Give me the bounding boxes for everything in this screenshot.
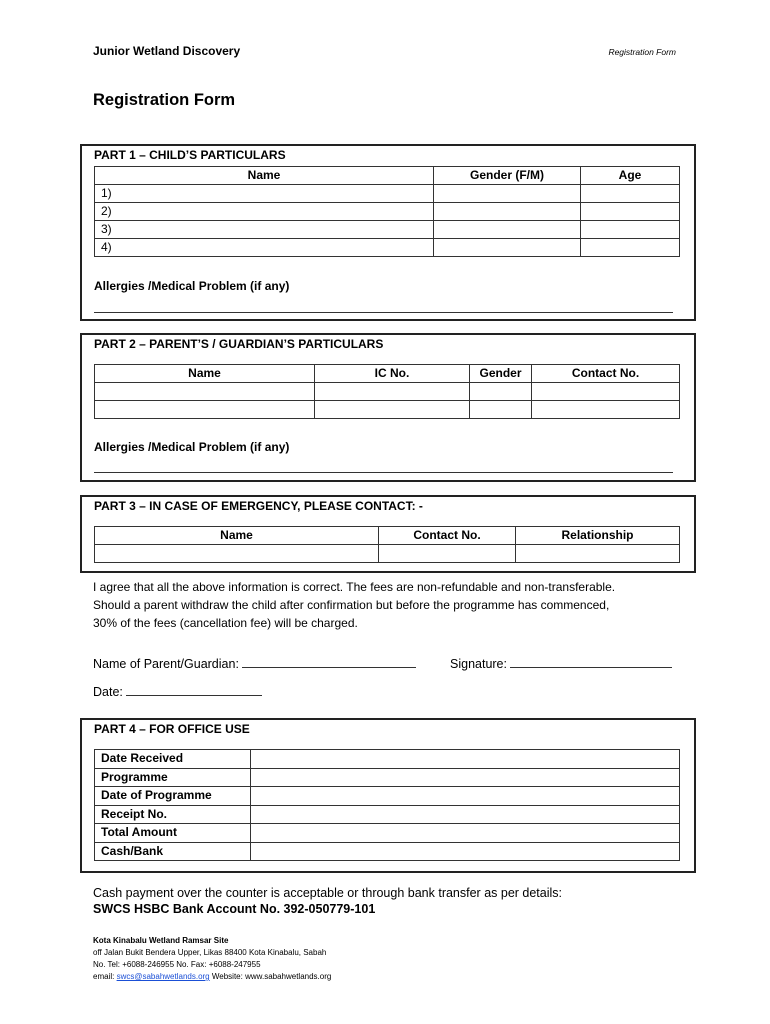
- parent-allergies-line[interactable]: [94, 472, 673, 473]
- table-header-row: [95, 167, 680, 185]
- table-row: [95, 768, 680, 787]
- child-name-cell[interactable]: 4): [95, 239, 434, 257]
- child-name-cell[interactable]: 1): [95, 185, 434, 203]
- child-age-cell[interactable]: [581, 203, 680, 221]
- child-name-cell[interactable]: 3): [95, 221, 434, 239]
- child-allergies-line[interactable]: [94, 312, 673, 313]
- column-header-name: Name: [95, 527, 379, 545]
- part2-title: PART 2 – PARENT’S / GUARDIAN’S PARTICULARS: [94, 337, 384, 351]
- signature-field[interactable]: [510, 654, 672, 668]
- child-age-cell[interactable]: [581, 185, 680, 203]
- emergency-contact-cell[interactable]: [379, 545, 516, 563]
- table-row: [95, 185, 680, 203]
- parent-contact-cell[interactable]: [532, 401, 680, 419]
- footer-contact: [93, 972, 331, 981]
- parent-contact-cell[interactable]: [532, 383, 680, 401]
- signature-label: Signature:: [450, 657, 507, 671]
- page-title: Registration Form: [93, 91, 236, 109]
- office-value-cell[interactable]: [251, 842, 680, 861]
- date-row: [93, 682, 262, 699]
- table-row: [95, 750, 680, 769]
- office-value-cell[interactable]: [251, 787, 680, 806]
- office-value-cell[interactable]: [251, 768, 680, 787]
- office-label: Date Received: [95, 750, 251, 769]
- office-label: Cash/Bank: [95, 842, 251, 861]
- child-gender-cell[interactable]: [434, 239, 581, 257]
- parent-allergies-label: Allergies /Medical Problem (if any): [94, 440, 290, 454]
- part3-title: PART 3 – IN CASE OF EMERGENCY, PLEASE CONTACT: -: [94, 499, 423, 513]
- table-row: [95, 383, 680, 401]
- agreement-text: [93, 578, 683, 632]
- date-field[interactable]: [126, 682, 262, 696]
- table-row: [95, 239, 680, 257]
- parent-name-cell[interactable]: [95, 401, 315, 419]
- parent-gender-cell[interactable]: [470, 401, 532, 419]
- part3-section: [80, 495, 696, 573]
- office-label: Total Amount: [95, 824, 251, 843]
- column-header-name: Name: [95, 365, 315, 383]
- date-label: Date:: [93, 685, 123, 699]
- table-row: [95, 842, 680, 861]
- header-form-label: Registration Form: [608, 47, 676, 57]
- office-value-cell[interactable]: [251, 750, 680, 769]
- payment-info: Cash payment over the counter is acceptable or through bank transfer as per details:: [93, 886, 563, 900]
- agreement-line: I agree that all the above information is correct. The fees are non-refundable and non-transferable.: [93, 580, 616, 594]
- table-row: [95, 787, 680, 806]
- child-name-cell[interactable]: 2): [95, 203, 434, 221]
- column-header-ic: IC No.: [315, 365, 470, 383]
- part4-title: PART 4 – FOR OFFICE USE: [94, 722, 250, 736]
- table-row: [95, 221, 680, 239]
- column-header-relationship: Relationship: [516, 527, 680, 545]
- footer-email-prefix: email:: [93, 972, 115, 981]
- office-label: Receipt No.: [95, 805, 251, 824]
- signature-row: [450, 654, 672, 671]
- table-row: [95, 203, 680, 221]
- part1-section: [80, 144, 696, 321]
- column-header-gender: Gender (F/M): [434, 167, 581, 185]
- child-gender-cell[interactable]: [434, 221, 581, 239]
- parent-table: [94, 364, 680, 419]
- column-header-gender: Gender: [470, 365, 532, 383]
- emergency-name-cell[interactable]: [95, 545, 379, 563]
- office-value-cell[interactable]: [251, 805, 680, 824]
- part4-section: [80, 718, 696, 873]
- footer-phone: No. Tel: +6088-246955 No. Fax: +6088-247955: [93, 960, 261, 969]
- column-header-name: Name: [95, 167, 434, 185]
- child-age-cell[interactable]: [581, 221, 680, 239]
- header-title: Junior Wetland Discovery: [93, 44, 241, 58]
- child-allergies-label: Allergies /Medical Problem (if any): [94, 279, 290, 293]
- child-gender-cell[interactable]: [434, 185, 581, 203]
- footer-website: Website: www.sabahwetlands.org: [211, 972, 332, 981]
- parent-name-cell[interactable]: [95, 383, 315, 401]
- parent-ic-cell[interactable]: [315, 401, 470, 419]
- footer-address: off Jalan Bukit Bendera Upper, Likas 88400 Kota Kinabalu, Sabah: [93, 948, 327, 957]
- footer-org: Kota Kinabalu Wetland Ramsar Site: [93, 936, 229, 945]
- table-row: [95, 545, 680, 563]
- agreement-line: 30% of the fees (cancellation fee) will be charged.: [93, 616, 358, 630]
- office-label: Date of Programme: [95, 787, 251, 806]
- agreement-line: Should a parent withdraw the child after confirmation but before the programme has commenced,: [93, 598, 610, 612]
- table-row: [95, 805, 680, 824]
- column-header-contact: Contact No.: [379, 527, 516, 545]
- office-value-cell[interactable]: [251, 824, 680, 843]
- column-header-age: Age: [581, 167, 680, 185]
- part1-title: PART 1 – CHILD’S PARTICULARS: [94, 148, 286, 162]
- child-age-cell[interactable]: [581, 239, 680, 257]
- email-link[interactable]: swcs@sabahwetlands.org: [116, 972, 210, 981]
- parent-name-field[interactable]: [242, 654, 416, 668]
- child-gender-cell[interactable]: [434, 203, 581, 221]
- part2-section: [80, 333, 696, 482]
- table-row: [95, 824, 680, 843]
- parent-name-row: [93, 654, 416, 671]
- office-label: Programme: [95, 768, 251, 787]
- parent-ic-cell[interactable]: [315, 383, 470, 401]
- parent-gender-cell[interactable]: [470, 383, 532, 401]
- parent-name-label: Name of Parent/Guardian:: [93, 657, 239, 671]
- emergency-table: [94, 526, 680, 563]
- table-header-row: [95, 365, 680, 383]
- office-table: [94, 749, 680, 861]
- emergency-relationship-cell[interactable]: [516, 545, 680, 563]
- child-table: [94, 166, 680, 257]
- table-row: [95, 401, 680, 419]
- bank-account: SWCS HSBC Bank Account No. 392-050779-101: [93, 902, 376, 916]
- column-header-contact: Contact No.: [532, 365, 680, 383]
- table-header-row: [95, 527, 680, 545]
